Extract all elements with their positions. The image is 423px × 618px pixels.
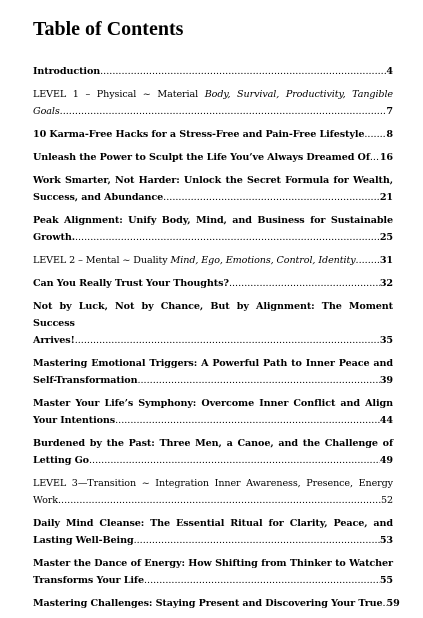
toc-entry-karma-free-hacks[interactable] bbox=[33, 126, 393, 143]
level-subtitle-cont: Goals bbox=[33, 106, 60, 117]
toc-entry-title-line1: Master Your Life’s Symphony: Overcome Inner Conflict and Align bbox=[33, 398, 393, 409]
toc-list bbox=[33, 63, 400, 618]
toc-entry-page: 16 bbox=[379, 152, 393, 163]
toc-entry-title-line2 bbox=[33, 332, 393, 349]
toc-entry-title-cont: Arrives! bbox=[33, 335, 75, 346]
toc-entry-page: 59 bbox=[386, 598, 400, 609]
dot-leader bbox=[144, 572, 380, 589]
dot-leader bbox=[75, 229, 380, 246]
toc-entry-daily-mind-cleanse[interactable] bbox=[33, 515, 393, 549]
toc-entry-page: 32 bbox=[379, 278, 393, 289]
toc-entry-title-line2 bbox=[33, 229, 393, 246]
level-subtitle: Mind, Ego, Emotions, Control, Identity bbox=[170, 255, 356, 266]
toc-entry-title-cont: Your Intentions bbox=[33, 415, 116, 426]
toc-entry-burdened-by-the-past[interactable] bbox=[33, 435, 393, 469]
toc-entry-title-line2 bbox=[33, 452, 393, 469]
toc-entry-title-cont: Work bbox=[33, 495, 58, 506]
toc-entry-not-by-luck[interactable] bbox=[33, 298, 393, 349]
toc-entry-title-line2 bbox=[33, 572, 393, 589]
toc-entry-title-cont: Success, and Abundance bbox=[33, 192, 164, 203]
toc-entry-page: 8 bbox=[386, 129, 393, 140]
toc-entry-title-line1: Master the Dance of Energy: How Shifting from Thinker to Watcher bbox=[33, 558, 393, 569]
toc-entry-title-cont: Transforms Your Life bbox=[33, 575, 144, 586]
toc-entry-title: 10 Karma-Free Hacks for a Stress-Free and Pain-Free Lifestyle bbox=[33, 129, 365, 140]
toc-entry-title: Introduction bbox=[33, 66, 101, 77]
toc-entry-title-line1: LEVEL 3—Transition ~ Integration Inner Awareness, Presence, Energy bbox=[33, 478, 393, 489]
toc-entry-title-line1: Work Smarter, Not Harder: Unlock the Secret Formula for Wealth, bbox=[33, 175, 393, 186]
dot-leader bbox=[137, 372, 379, 389]
dot-leader bbox=[370, 149, 380, 166]
dot-leader bbox=[229, 275, 380, 292]
toc-entry-life-symphony[interactable] bbox=[33, 395, 393, 429]
toc-entry-title: Can You Really Trust Your Thoughts? bbox=[33, 278, 229, 289]
toc-entry-emotional-triggers[interactable] bbox=[33, 355, 393, 389]
toc-entry-page: 55 bbox=[379, 575, 393, 586]
toc-entry-mastering-challenges[interactable] bbox=[33, 595, 400, 612]
toc-entry-title-line2 bbox=[33, 103, 393, 120]
level-label: LEVEL 2 – Mental ~ Duality bbox=[33, 255, 171, 266]
toc-entry-title bbox=[33, 252, 356, 269]
toc-entry-level-2[interactable] bbox=[33, 252, 393, 269]
dot-leader bbox=[163, 189, 380, 206]
level-subtitle: Body, Survival, Productivity, Tangible bbox=[204, 89, 393, 100]
toc-entry-page: 52 bbox=[380, 495, 393, 506]
toc-entry-title-line2 bbox=[33, 412, 393, 429]
toc-entry-page: 53 bbox=[379, 535, 393, 546]
toc-entry-title: Mastering Challenges: Staying Present and Discovering Your True bbox=[33, 598, 383, 609]
toc-entry-title-cont: Letting Go bbox=[33, 455, 89, 466]
dot-leader bbox=[134, 532, 380, 549]
toc-entry-title-cont: Lasting Well-Being bbox=[33, 535, 134, 546]
toc-entry-title-line1: Peak Alignment: Unify Body, Mind, and Business for Sustainable bbox=[33, 215, 393, 226]
dot-leader bbox=[58, 492, 381, 509]
toc-entry-title-line1: Mastering Emotional Triggers: A Powerful Path to Inner Peace and bbox=[33, 358, 393, 369]
toc-entry-title-line1: Daily Mind Cleanse: The Essential Ritual for Clarity, Peace, and bbox=[33, 518, 393, 529]
toc-entry-page: 39 bbox=[379, 375, 393, 386]
toc-entry-page: 21 bbox=[379, 192, 393, 203]
toc-entry-title-line1: Burdened by the Past: Three Men, a Canoe, and the Challenge of bbox=[33, 438, 393, 449]
toc-entry-level-1[interactable] bbox=[33, 86, 393, 120]
toc-entry-title-line1: Not by Luck, Not by Chance, But by Alignment: The Moment Success bbox=[33, 301, 393, 329]
toc-entry-page: 35 bbox=[379, 335, 393, 346]
toc-entry-peak-alignment[interactable] bbox=[33, 212, 393, 246]
toc-entry-title-line2 bbox=[33, 492, 393, 509]
toc-entry-title-cont: Self-Transformation bbox=[33, 375, 138, 386]
toc-entry-page: 25 bbox=[379, 232, 393, 243]
dot-leader bbox=[60, 103, 387, 120]
toc-entry-page: 4 bbox=[386, 66, 393, 77]
dot-leader bbox=[356, 252, 380, 269]
dot-leader bbox=[89, 452, 380, 469]
toc-entry-dance-of-energy[interactable] bbox=[33, 555, 393, 589]
toc-entry-title-line2 bbox=[33, 372, 393, 389]
dot-leader bbox=[75, 332, 380, 349]
toc-entry-unleash-the-power[interactable] bbox=[33, 149, 393, 166]
toc-entry-page: 7 bbox=[386, 106, 393, 117]
toc-entry-title-line2 bbox=[33, 189, 393, 206]
toc-entry-title-cont: Growth. bbox=[33, 232, 75, 243]
dot-leader bbox=[115, 412, 380, 429]
dot-leader bbox=[100, 63, 386, 80]
toc-entry-work-smarter[interactable] bbox=[33, 172, 393, 206]
toc-entry-page: 31 bbox=[379, 255, 393, 266]
toc-entry-page: 44 bbox=[379, 415, 393, 426]
level-label: LEVEL 1 – Physical ~ Material bbox=[33, 89, 205, 100]
toc-entry-title: Unleash the Power to Sculpt the Life You’ve Always Dreamed Of bbox=[33, 152, 370, 163]
toc-entry-title-line2 bbox=[33, 532, 393, 549]
toc-entry-level-3[interactable] bbox=[33, 475, 393, 509]
toc-entry-trust-your-thoughts[interactable] bbox=[33, 275, 393, 292]
dot-leader bbox=[364, 126, 386, 143]
toc-entry-page: 49 bbox=[379, 455, 393, 466]
page-title: Table of Contents bbox=[33, 18, 184, 40]
toc-entry-title-line1 bbox=[33, 86, 393, 103]
toc-entry-introduction[interactable] bbox=[33, 63, 393, 80]
